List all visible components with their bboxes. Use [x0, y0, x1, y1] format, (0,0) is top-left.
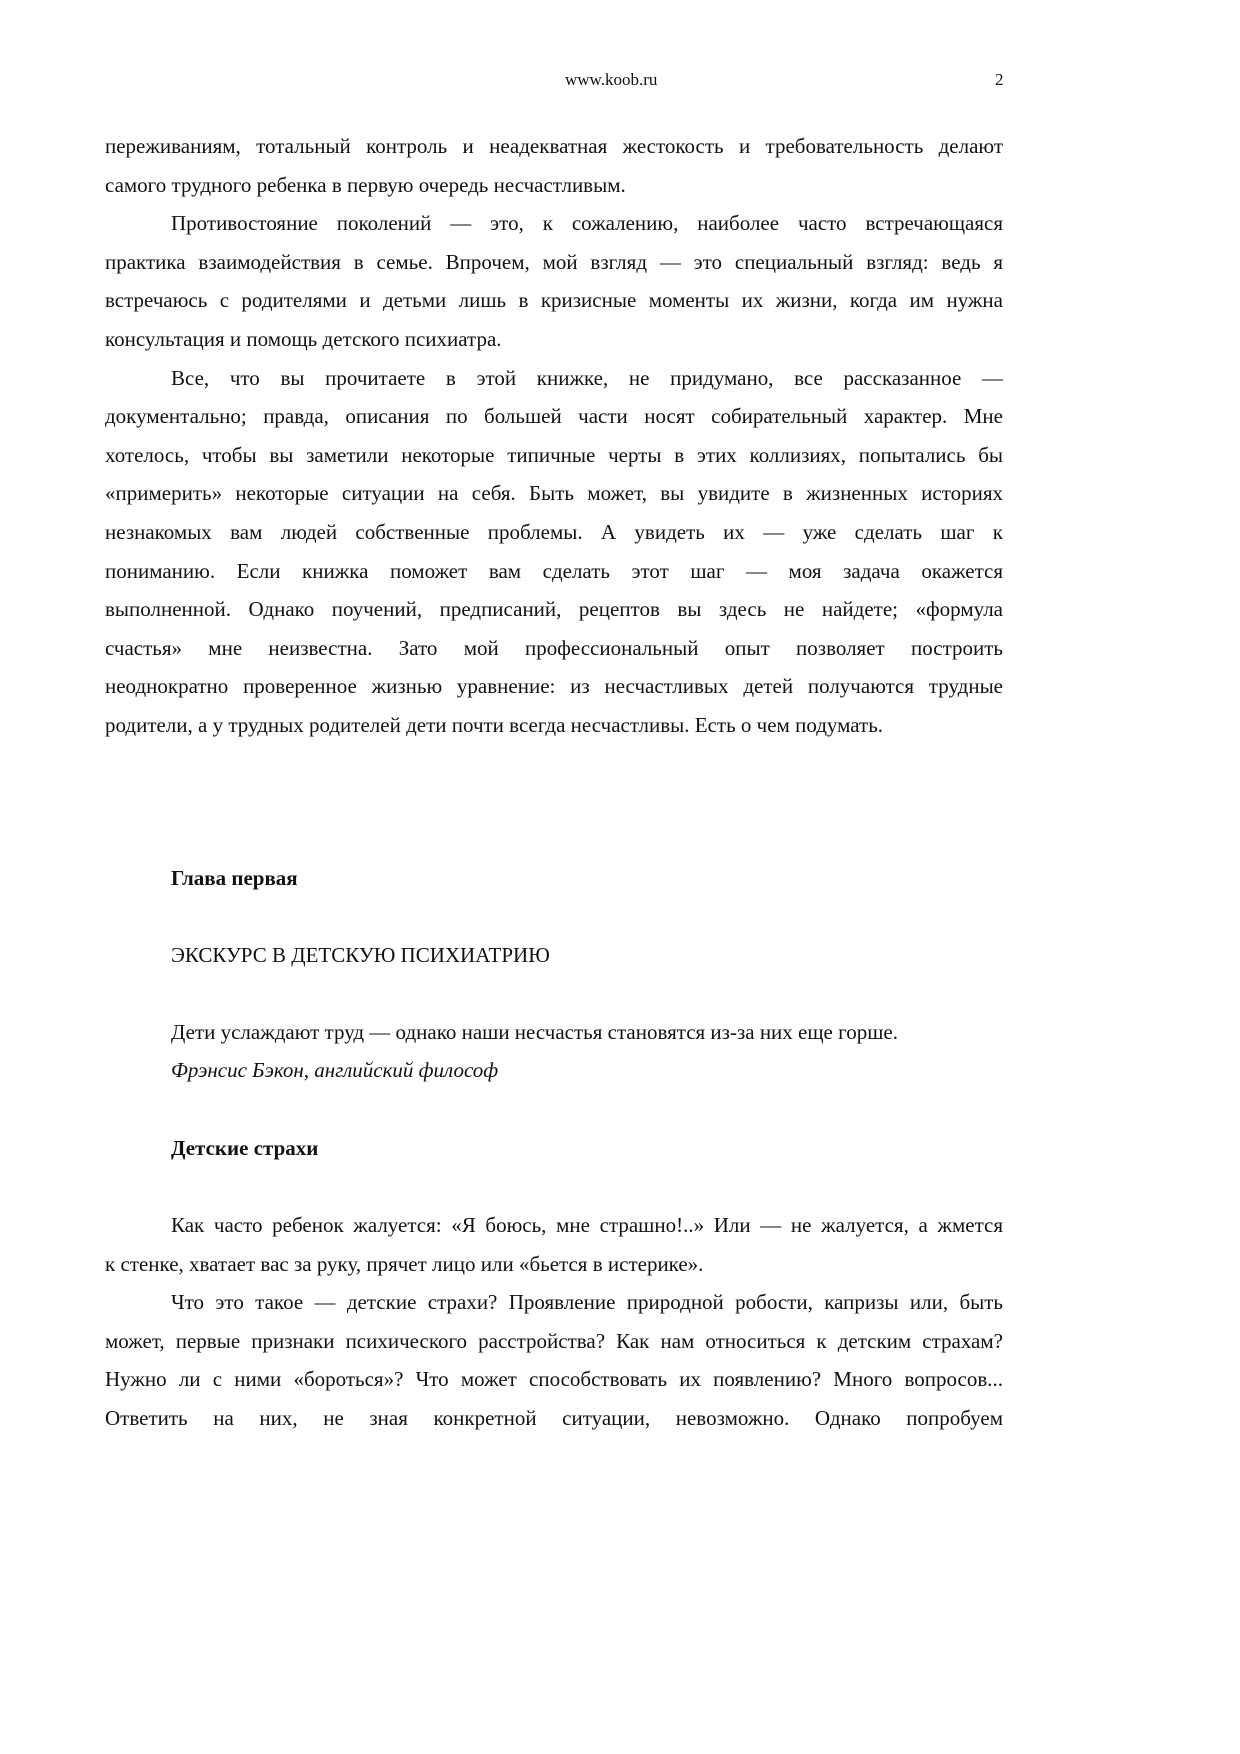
- text-line: Ответить на них, не зная конкретной ситуации, невозможно. Однако попробуем: [105, 1406, 1003, 1430]
- epigraph-author: Фрэнсис Бэкон, английский философ: [171, 1058, 499, 1082]
- text-line: Что это такое — детские страхи? Проявление природной робости, капризы или, быть: [171, 1290, 1003, 1315]
- text-line: родители, а у трудных родителей дети почти всегда несчастливы. Есть о чем подумать.: [105, 713, 884, 737]
- text-line: документально; правда, описания по большей части носят собирательный характер. Мне: [105, 404, 1003, 429]
- chapter-label: Глава первая: [171, 866, 298, 890]
- header-site: www.koob.ru: [565, 70, 658, 89]
- text-line: неоднократно проверенное жизнью уравнение: из несчастливых детей получаются трудные: [105, 674, 1003, 699]
- chapter-title: ЭКСКУРС В ДЕТСКУЮ ПСИХИАТРИЮ: [171, 943, 550, 967]
- text-line: переживаниям, тотальный контроль и неадекватная жестокость и требовательность делают: [105, 134, 1003, 158]
- text-line: встречаюсь с родителями и детьми лишь в кризисные моменты их жизни, когда им нужна: [105, 288, 1003, 313]
- text-line: консультация и помощь детского психиатра.: [105, 327, 502, 351]
- epigraph: Дети услаждают труд — однако наши несчастья становятся из-за них еще горше.: [171, 1020, 898, 1044]
- text-line: пониманию. Если книжка поможет вам сделать этот шаг — моя задача окажется: [105, 558, 1003, 583]
- text-line: может, первые признаки психического расстройства? Как нам относиться к детским страхам?: [105, 1328, 1003, 1353]
- text-line: Нужно ли с ними «бороться»? Что может способствовать их появлению? Много вопросов...: [105, 1367, 1003, 1392]
- section-title: Детские страхи: [171, 1136, 319, 1160]
- page-number: 2: [995, 70, 1004, 89]
- text-line: счастья» мне неизвестна. Зато мой профессиональный опыт позволяет построить: [105, 635, 1003, 660]
- text-line: незнакомых вам людей собственные проблемы. А увидеть их — уже сделать шаг к: [105, 520, 1003, 544]
- text-line: Все, что вы прочитаете в этой книжке, не придумано, все рассказанное —: [171, 365, 1003, 390]
- text-line: Как часто ребенок жалуется: «Я боюсь, мне страшно!..» Или — не жалуется, а жмется: [171, 1213, 1003, 1237]
- text-line: практика взаимодействия в семье. Впрочем, мой взгляд — это специальный взгляд: ведь я: [105, 249, 1003, 274]
- text-line: самого трудного ребенка в первую очередь несчастливым.: [105, 172, 626, 197]
- text-line: выполненной. Однако поучений, предписаний, рецептов вы здесь не найдете; «формула: [105, 597, 1003, 622]
- text-line: Противостояние поколений — это, к сожалению, наиболее часто встречающаяся: [171, 211, 1003, 236]
- text-line: хотелось, чтобы вы заметили некоторые типичные черты в этих коллизиях, попытались бы: [105, 442, 1003, 467]
- text-line: к стенке, хватает вас за руку, прячет лицо или «бьется в истерике».: [105, 1251, 704, 1276]
- text-line: «примерить» некоторые ситуации на себя. Быть может, вы увидите в жизненных историях: [105, 481, 1003, 506]
